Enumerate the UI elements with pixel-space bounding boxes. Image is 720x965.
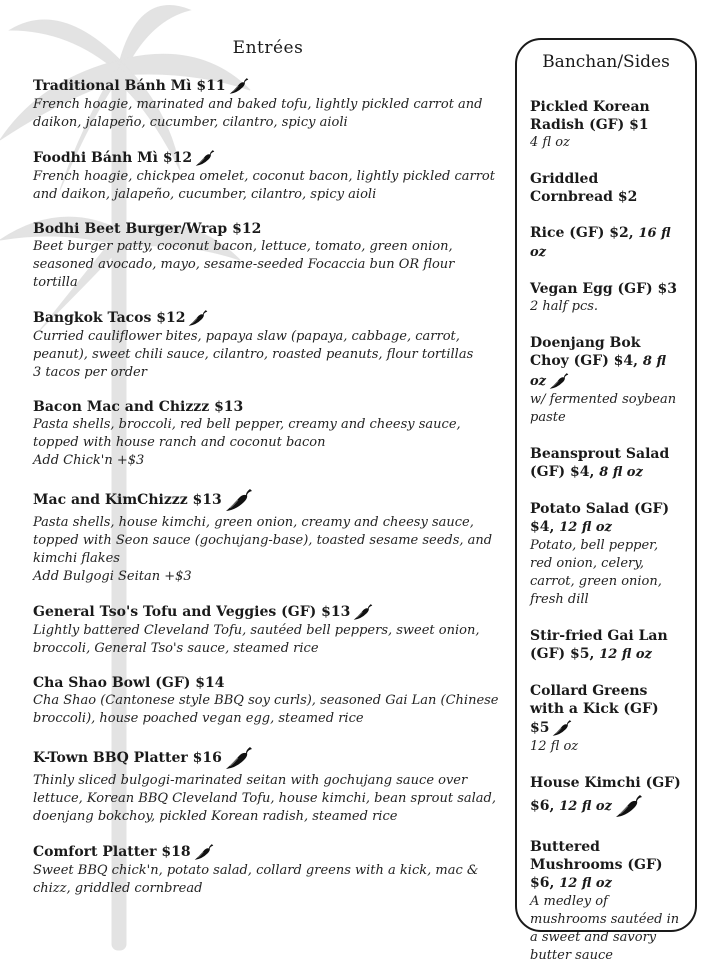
side-name: Potato Salad (GF) $4,: [530, 501, 670, 535]
side-description: w/ fermented soybean paste: [530, 392, 677, 425]
chili-pepper-icon: [224, 486, 254, 514]
side-size: 12 fl oz: [559, 520, 612, 535]
entree-name: Bangkok Tacos $12: [33, 310, 186, 326]
side-item: [530, 224, 682, 262]
entree-description: Pasta shells, broccoli, red bell pepper, creamy and cheesy sauce, topped with house ranch and coconut bacon: [33, 417, 461, 450]
entree-name: Bodhi Beet Burger/Wrap $12: [33, 221, 262, 237]
side-name-line: [530, 170, 682, 206]
side-name-line: [530, 280, 682, 298]
side-name: House Kimchi (GF) $6,: [530, 775, 681, 814]
entree-item: [33, 398, 503, 470]
side-name: Pickled Korean Radish (GF) $1: [530, 99, 650, 133]
chili-pepper-icon: [551, 718, 573, 738]
chili-pepper-icon: [352, 602, 374, 622]
side-description: Potato, bell pepper, red onion, celery, carrot, green onion, fresh dill: [530, 538, 662, 607]
side-name: Buttered Mushrooms (GF) $6,: [530, 839, 663, 891]
side-item: [530, 170, 682, 206]
side-item: [530, 98, 682, 152]
side-size: 8 fl oz: [599, 465, 643, 480]
entree-item: [33, 674, 503, 728]
entree-name-line: [33, 308, 503, 328]
entree-item: [33, 744, 503, 826]
side-item: [530, 682, 682, 756]
side-size: 12 fl oz: [559, 799, 612, 814]
entree-name: Foodhi Bánh Mì $12: [33, 150, 193, 166]
chili-pepper-icon: [194, 148, 216, 168]
side-size: 16 fl oz: [530, 226, 671, 260]
entree-description: Pasta shells, house kimchi, green onion, creamy and cheesy sauce, topped with Seon sauce (gochujang-base), toasted sesame seeds, and kimchi flakes: [33, 515, 493, 566]
chili-pepper-icon: [228, 76, 250, 96]
entree-list: [33, 76, 503, 898]
side-size: 8 fl oz: [530, 354, 666, 389]
side-item: [530, 627, 682, 664]
side-size: 12 fl oz: [599, 647, 652, 662]
entree-description: Curried cauliflower bites, papaya slaw (papaya, cabbage, carrot, peanut), sweet chili sauce, cilantro, roasted peanuts, flour tortillas: [33, 329, 474, 362]
entree-description: Cha Shao (Cantonese style BBQ soy curls), seasoned Gai Lan (Chinese broccoli), house poached vegan egg, steamed rice: [33, 693, 499, 726]
side-item: [530, 280, 682, 316]
side-list: [530, 98, 682, 965]
side-description: 4 fl oz: [530, 135, 570, 150]
side-item: [530, 500, 682, 609]
entree-item: [33, 602, 503, 658]
side-name-line: [530, 682, 682, 738]
side-name-line: [530, 334, 682, 391]
side-item: [530, 774, 682, 820]
side-name-line: [530, 98, 682, 134]
entree-name-line: [33, 486, 503, 514]
entree-name-line: [33, 744, 503, 772]
entree-item: [33, 486, 503, 586]
side-name: Griddled Cornbread $2: [530, 171, 638, 205]
chili-pepper-icon: [224, 744, 254, 772]
entree-name: General Tso's Tofu and Veggies (GF) $13: [33, 604, 351, 620]
side-description: 2 half pcs.: [530, 299, 599, 314]
side-name-line: [530, 445, 682, 482]
entree-name-line: [33, 674, 503, 692]
side-name: Vegan Egg (GF) $3: [530, 281, 678, 297]
chili-pepper-icon: [548, 371, 570, 391]
chili-pepper-icon: [193, 842, 215, 862]
chili-pepper-icon: [614, 792, 644, 820]
entree-item: [33, 842, 503, 898]
entree-description: Lightly battered Cleveland Tofu, sautéed bell peppers, sweet onion, broccoli, General Tso's sauce, steamed rice: [33, 623, 480, 656]
entree-name: Mac and KimChizzz $13: [33, 492, 222, 508]
side-name: Doenjang Bok Choy (GF) $4,: [530, 335, 641, 369]
entree-name-line: [33, 602, 503, 622]
entree-description: French hoagie, marinated and baked tofu, lightly pickled carrot and daikon, jalapeño, cucumber, cilantro, spicy aioli: [33, 97, 483, 130]
entrees-section: [33, 38, 503, 914]
side-name-line: [530, 838, 682, 893]
side-name: Collard Greens with a Kick (GF) $5: [530, 683, 659, 736]
side-name-line: [530, 224, 682, 262]
entree-description: Thinly sliced bulgogi-marinated seitan with gochujang sauce over lettuce, Korean BBQ Cleveland Tofu, house kimchi, bean sprout salad, doenjang bokchoy, pickled Korean radish, steamed rice: [33, 773, 496, 824]
side-size: 12 fl oz: [559, 876, 612, 891]
side-description: A medley of mushrooms sautéed in a sweet and savory butter sauce: [530, 894, 680, 963]
side-item: [530, 445, 682, 482]
entree-name: K-Town BBQ Platter $16: [33, 750, 222, 766]
entree-name: Comfort Platter $18: [33, 844, 191, 860]
entree-name-line: [33, 220, 503, 238]
entree-note: 3 tacos per order: [33, 365, 147, 380]
side-name: Rice (GF) $2,: [530, 225, 634, 241]
side-item: [530, 838, 682, 965]
entree-name: Bacon Mac and Chizzz $13: [33, 399, 244, 415]
entree-name-line: [33, 398, 503, 416]
side-name: Stir-fried Gai Lan (GF) $5,: [530, 628, 668, 662]
chili-pepper-icon: [187, 308, 209, 328]
sides-panel: [515, 38, 697, 963]
entree-name: Cha Shao Bowl (GF) $14: [33, 675, 225, 691]
entree-item: [33, 308, 503, 382]
side-name-line: [530, 627, 682, 664]
entree-item: [33, 148, 503, 204]
entree-description: Sweet BBQ chick'n, potato salad, collard greens with a kick, mac & chizz, griddled cornbread: [33, 863, 479, 896]
side-name: Beansprout Salad (GF) $4,: [530, 446, 670, 480]
entree-note: Add Chick'n +$3: [33, 453, 145, 468]
entree-description: Beet burger patty, coconut bacon, lettuce, tomato, green onion, seasoned avocado, mayo, sesame-seeded Focaccia bun OR flour tortilla: [33, 239, 455, 290]
entree-item: [33, 76, 503, 132]
side-description: 12 fl oz: [530, 739, 579, 754]
entree-note: Add Bulgogi Seitan +$3: [33, 569, 192, 584]
entree-name-line: [33, 76, 503, 96]
entree-name-line: [33, 842, 503, 862]
entree-name: Traditional Bánh Mì $11: [33, 78, 226, 94]
entree-name-line: [33, 148, 503, 168]
entree-description: French hoagie, chickpea omelet, coconut bacon, lightly pickled carrot and daikon, jalapeño, cucumber, cilantro, spicy aioli: [33, 169, 495, 202]
entrees-title: Entrées: [232, 38, 304, 58]
side-name-line: [530, 774, 682, 820]
side-item: [530, 334, 682, 427]
sides-title: Banchan/Sides: [542, 52, 670, 72]
side-name-line: [530, 500, 682, 537]
entree-item: [33, 220, 503, 292]
